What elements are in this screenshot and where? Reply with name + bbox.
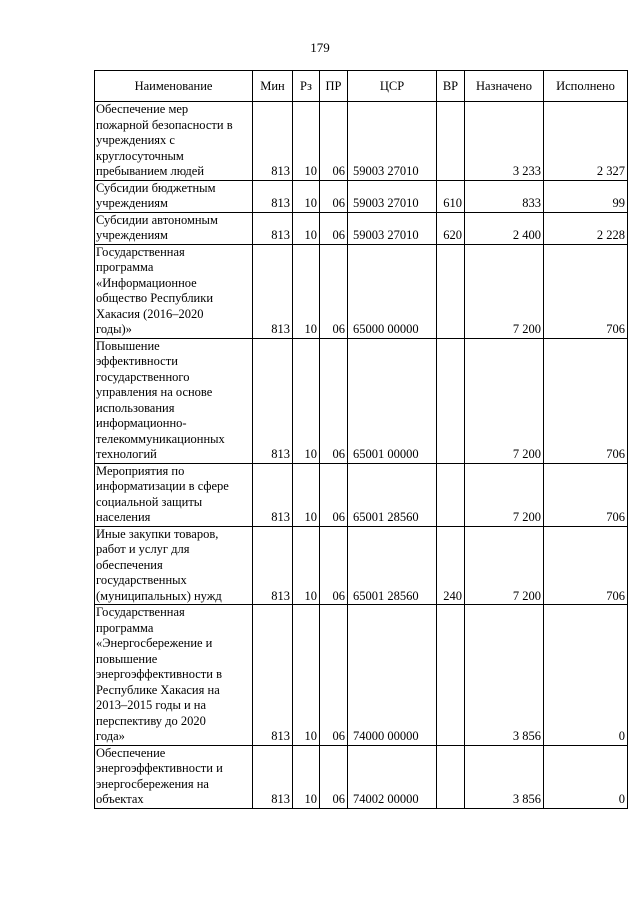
table-row [95, 605, 628, 746]
row-rz: 10 [293, 102, 320, 181]
row-min: 813 [253, 338, 293, 463]
row-assigned: 7 200 [465, 463, 544, 526]
row-pr: 06 [320, 102, 348, 181]
row-executed: 706 [544, 244, 628, 338]
row-min: 813 [253, 212, 293, 244]
row-executed: 0 [544, 745, 628, 808]
header-csr: ЦСР [348, 71, 437, 102]
header-vr: ВР [437, 71, 465, 102]
row-executed: 99 [544, 180, 628, 212]
row-name: Обеспечение энергоэффективности и энергосбережения на объектах [95, 745, 253, 808]
row-rz: 10 [293, 605, 320, 746]
row-name: Государственная программа «Информационное общество Республики Хакасия (2016–2020 годы)» [95, 244, 253, 338]
row-vr [437, 102, 465, 181]
row-pr: 06 [320, 244, 348, 338]
row-rz: 10 [293, 745, 320, 808]
header-pr: ПР [320, 71, 348, 102]
row-assigned: 7 200 [465, 244, 544, 338]
table-row [95, 244, 628, 338]
row-rz: 10 [293, 180, 320, 212]
row-rz: 10 [293, 212, 320, 244]
row-name: Субсидии бюджетным учреждениям [95, 180, 253, 212]
table-row [95, 526, 628, 605]
row-vr: 240 [437, 526, 465, 605]
row-csr: 74002 00000 [348, 745, 437, 808]
table-row [95, 180, 628, 212]
row-min: 813 [253, 180, 293, 212]
row-executed: 0 [544, 605, 628, 746]
row-name: Субсидии автономным учреждениям [95, 212, 253, 244]
row-csr: 65001 28560 [348, 526, 437, 605]
row-executed: 2 228 [544, 212, 628, 244]
table-row [95, 463, 628, 526]
table-row [95, 212, 628, 244]
row-min: 813 [253, 102, 293, 181]
table-row [95, 338, 628, 463]
row-csr: 59003 27010 [348, 180, 437, 212]
row-assigned: 7 200 [465, 526, 544, 605]
row-pr: 06 [320, 526, 348, 605]
row-executed: 706 [544, 463, 628, 526]
row-rz: 10 [293, 244, 320, 338]
row-min: 813 [253, 244, 293, 338]
row-csr: 65001 00000 [348, 338, 437, 463]
row-vr: 610 [437, 180, 465, 212]
row-csr: 65001 28560 [348, 463, 437, 526]
row-min: 813 [253, 605, 293, 746]
row-csr: 59003 27010 [348, 212, 437, 244]
row-pr: 06 [320, 463, 348, 526]
row-min: 813 [253, 526, 293, 605]
page-number: 179 [310, 40, 330, 55]
header-assigned: Назначено [465, 71, 544, 102]
row-name: Повышение эффективности государственного управления на основе использования информационно- телекоммуникационных технологий [95, 338, 253, 463]
row-rz: 10 [293, 338, 320, 463]
row-vr [437, 338, 465, 463]
row-csr: 65000 00000 [348, 244, 437, 338]
row-name: Мероприятия по информатизации в сфере социальной защиты населения [95, 463, 253, 526]
row-vr [437, 605, 465, 746]
row-min: 813 [253, 745, 293, 808]
row-name: Обеспечение мер пожарной безопасности в учреждениях с круглосуточным пребыванием людей [95, 102, 253, 181]
row-rz: 10 [293, 463, 320, 526]
row-pr: 06 [320, 338, 348, 463]
row-rz: 10 [293, 526, 320, 605]
table-header-row [95, 71, 628, 102]
row-assigned: 3 856 [465, 605, 544, 746]
budget-table [94, 70, 628, 809]
row-vr: 620 [437, 212, 465, 244]
row-assigned: 7 200 [465, 338, 544, 463]
row-name: Иные закупки товаров, работ и услуг для обеспечения государственных (муниципальных) нужд [95, 526, 253, 605]
header-executed: Исполнено [544, 71, 628, 102]
table-row [95, 102, 628, 181]
row-pr: 06 [320, 745, 348, 808]
row-pr: 06 [320, 180, 348, 212]
row-assigned: 3 233 [465, 102, 544, 181]
row-min: 813 [253, 463, 293, 526]
row-vr [437, 745, 465, 808]
header-rz: Рз [293, 71, 320, 102]
header-name: Наименование [95, 71, 253, 102]
row-assigned: 2 400 [465, 212, 544, 244]
row-vr [437, 244, 465, 338]
row-assigned: 833 [465, 180, 544, 212]
row-pr: 06 [320, 605, 348, 746]
row-pr: 06 [320, 212, 348, 244]
table-row [95, 745, 628, 808]
row-executed: 2 327 [544, 102, 628, 181]
row-name: Государственная программа «Энергосбережение и повышение энергоэффективности в Республике Хакасия на 2013–2015 годы и на перспективу до 2020 года» [95, 605, 253, 746]
row-executed: 706 [544, 338, 628, 463]
row-executed: 706 [544, 526, 628, 605]
header-min: Мин [253, 71, 293, 102]
row-assigned: 3 856 [465, 745, 544, 808]
row-vr [437, 463, 465, 526]
row-csr: 74000 00000 [348, 605, 437, 746]
row-csr: 59003 27010 [348, 102, 437, 181]
